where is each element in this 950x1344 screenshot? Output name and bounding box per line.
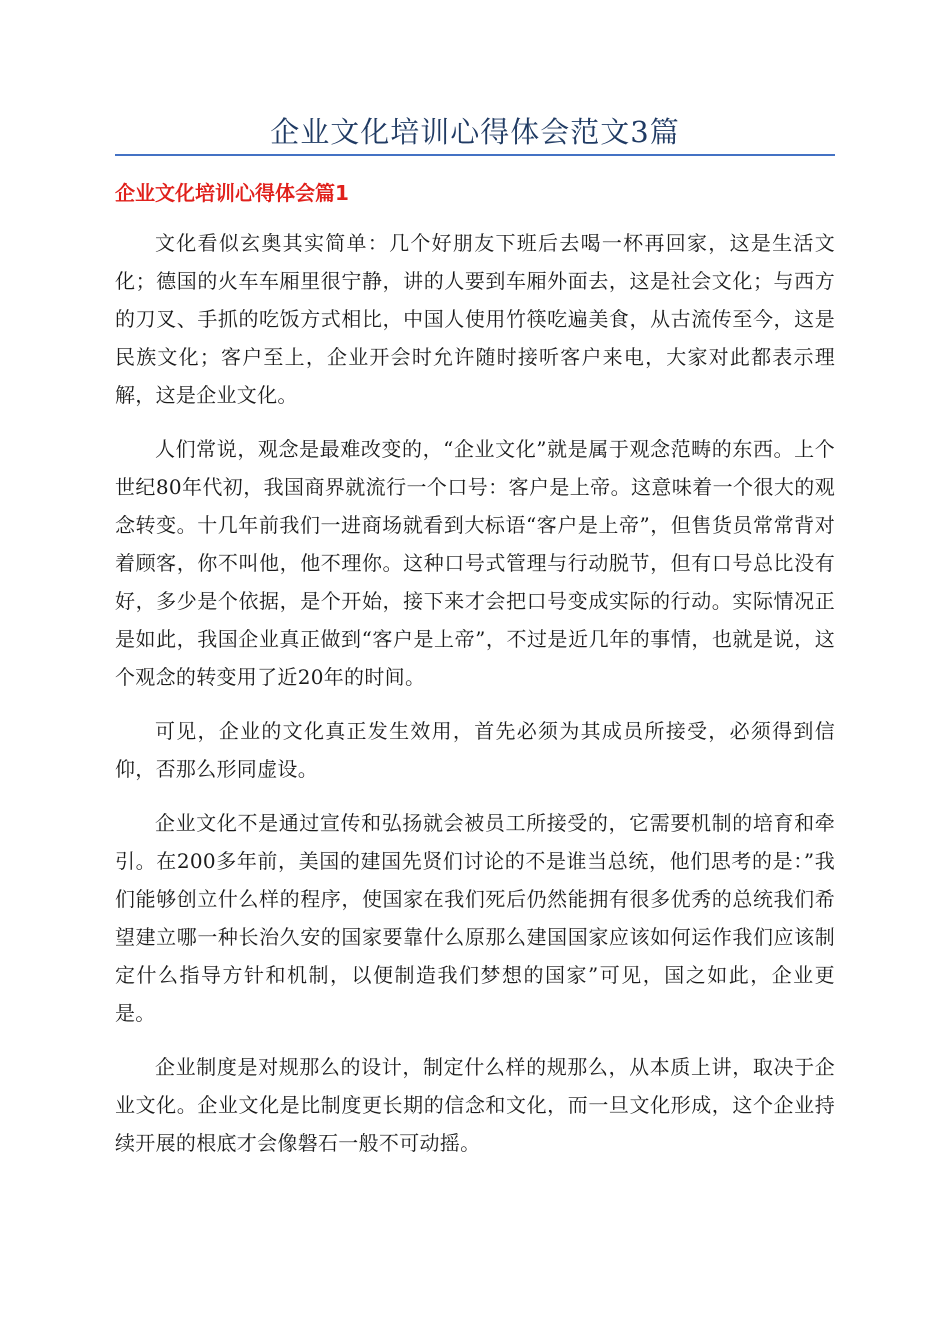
document-title: 企业文化培训心得体会范文3篇: [270, 115, 680, 149]
paragraph-4: 企业文化不是通过宣传和弘扬就会被员工所接受的，它需要机制的培育和牵引。在200多年前，美国的建国先贤们讨论的不是谁当总统，他们思考的是：”我们能够创立什么样的程序，使国家在我们死后仍然能拥有很多优秀的总统我们希望建立哪一种长治久安的国家要靠什么原那么建国国家应该如何运作我们应该制定什么指导方针和机制，以便制造我们梦想的国家”可见，国之如此，企业更是。: [115, 811, 835, 1025]
paragraph-1: 文化看似玄奥其实简单：几个好朋友下班后去喝一杯再回家，这是生活文化；德国的火车车厢里很宁静，讲的人要到车厢外面去，这是社会文化；与西方的刀叉、手抓的吃饭方式相比，中国人使用竹筷吃遍美食，从古流传至今，这是民族文化；客户至上，企业开会时允许随时接听客户来电，大家对此都表示理解，这是企业文化。: [115, 231, 835, 407]
paragraph-3: 可见，企业的文化真正发生效用，首先必须为其成员所接受，必须得到信仰，否那么形同虚设。: [115, 719, 835, 781]
body-text: [115, 224, 835, 1178]
title-underline-rule: [115, 154, 835, 156]
section-heading: 企业文化培训心得体会篇1: [115, 181, 349, 205]
paragraph-5: 企业制度是对规那么的设计，制定什么样的规那么，从本质上讲，取决于企业文化。企业文化是比制度更长期的信念和文化，而一旦文化形成，这个企业持续开展的根底才会像磐石一般不可动摇。: [115, 1055, 835, 1155]
paragraph-2: 人们常说，观念是最难改变的，“企业文化”就是属于观念范畴的东西。上个世纪80年代初，我国商界就流行一个口号：客户是上帝。这意味着一个很大的观念转变。十几年前我们一进商场就看到大标语“客户是上帝”，但售货员常常背对着顾客，你不叫他，他不理你。这种口号式管理与行动脱节，但有口号总比没有好，多少是个依据，是个开始，接下来才会把口号变成实际的行动。实际情况正是如此，我国企业真正做到“客户是上帝”，不过是近几年的事情，也就是说，这个观念的转变用了近20年的时间。: [115, 437, 835, 689]
